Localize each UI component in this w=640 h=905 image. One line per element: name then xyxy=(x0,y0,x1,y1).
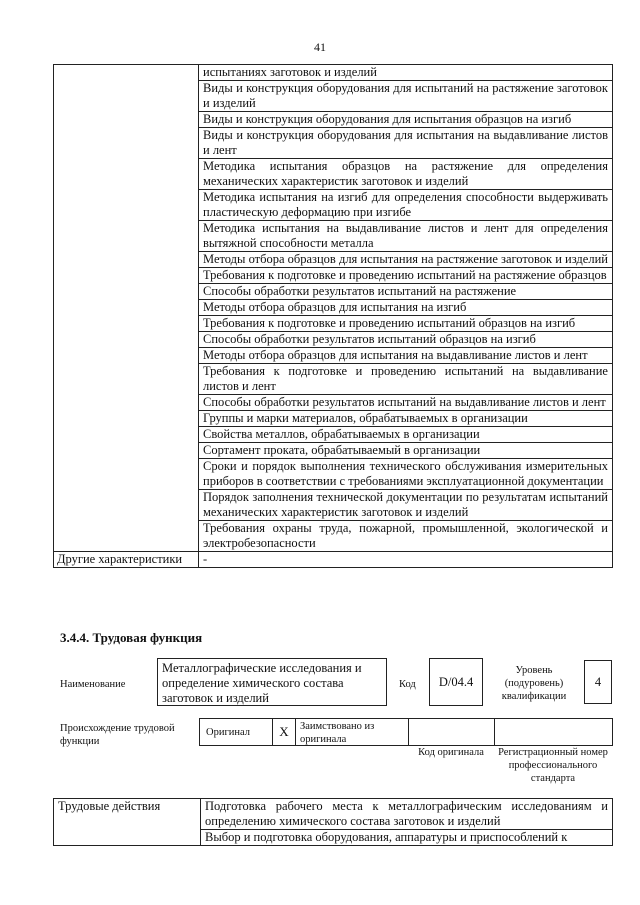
other-characteristics-label: Другие характеристики xyxy=(54,552,199,568)
characteristics-cell: Методика испытания образцов на растяжение для определения механических характеристик заготовок и изделий xyxy=(199,159,613,190)
characteristics-cell: Сроки и порядок выполнения технического обслуживания измерительных приборов в соответствии с требованиями эксплуатационной документации xyxy=(199,459,613,490)
function-name-box xyxy=(157,658,387,706)
level-label: Уровень (подуровень) квалификации xyxy=(501,665,567,702)
characteristics-cell: Требования к подготовке и проведению испытаний на растяжение образцов xyxy=(199,268,613,284)
characteristics-cell: Виды и конструкция оборудования для испытаний на растяжение заготовок и изделий xyxy=(199,81,613,112)
code-box xyxy=(429,658,483,706)
code-original-label: Код оригинала xyxy=(418,747,484,758)
characteristics-cell: испытаниях заготовок и изделий xyxy=(199,65,613,81)
reg-number-label: Регистрационный номер профессионального стандарта xyxy=(498,747,608,784)
characteristics-cell: Группы и марки материалов, обрабатываемых в организации xyxy=(199,411,613,427)
characteristics-cell: Методы отбора образцов для испытания на изгиб xyxy=(199,300,613,316)
characteristics-cell: Сортамент проката, обрабатываемый в организации xyxy=(199,443,613,459)
characteristics-cell: Виды и конструкция оборудования для испытания на выдавливание листов и лент xyxy=(199,128,613,159)
origin-label: Происхождение трудовой функции xyxy=(60,723,175,747)
origin-row xyxy=(199,718,613,746)
labor-action-row xyxy=(54,799,613,830)
original-label: Оригинал xyxy=(206,727,250,738)
original-mark: X xyxy=(272,719,296,745)
characteristics-cell: Методы отбора образцов для испытания на выдавливание листов и лент xyxy=(199,348,613,364)
code-label: Код xyxy=(399,679,416,690)
labor-actions-table xyxy=(53,798,613,846)
characteristics-cell: Методы отбора образцов для испытания на растяжение заготовок и изделий xyxy=(199,252,613,268)
labor-action-cell: Подготовка рабочего места к металлографическим исследованиям и определению химического состава заготовок и изделий xyxy=(201,799,613,830)
page-number: 41 xyxy=(314,40,326,54)
characteristics-cell: Свойства металлов, обрабатываемых в организации xyxy=(199,427,613,443)
characteristics-cell: Способы обработки результатов испытаний на выдавливание листов и лент xyxy=(199,395,613,411)
characteristics-cell: Способы обработки результатов испытаний на растяжение xyxy=(199,284,613,300)
characteristics-cell: Методика испытания на изгиб для определения способности выдерживать пластическую деформацию при изгибе xyxy=(199,190,613,221)
code-value: D/04.4 xyxy=(438,674,474,689)
labor-actions-label: Трудовые действия xyxy=(54,799,201,846)
characteristics-cell: Способы обработки результатов испытаний образцов на изгиб xyxy=(199,332,613,348)
characteristics-cell: Методика испытания на выдавливание листов и лент для определения вытяжной способности металла xyxy=(199,221,613,252)
characteristics-cell: Порядок заполнения технической документации по результатам испытаний механических характеристик заготовок и изделий xyxy=(199,490,613,521)
origin-divider xyxy=(408,719,409,745)
function-name-value: Металлографические исследования и определение химического состава заготовок и изделий xyxy=(162,661,362,705)
other-characteristics-row xyxy=(54,552,613,568)
characteristics-left-cell xyxy=(54,65,199,552)
characteristics-cell: Требования к подготовке и проведению испытаний на выдавливание листов и лент xyxy=(199,364,613,395)
borrowed-label: Заимствовано из оригинала xyxy=(300,721,375,745)
other-characteristics-value: - xyxy=(199,552,613,568)
characteristics-table xyxy=(53,64,613,568)
level-box xyxy=(584,660,612,704)
name-label: Наименование xyxy=(60,679,126,690)
labor-action-cell: Выбор и подготовка оборудования, аппаратуры и приспособлений к xyxy=(201,830,613,846)
characteristics-row xyxy=(54,65,613,81)
level-value: 4 xyxy=(594,674,602,689)
section-title: 3.4.4. Трудовая функция xyxy=(60,630,203,645)
characteristics-cell: Требования охраны труда, пожарной, промышленной, экологической и электробезопасности xyxy=(199,521,613,552)
characteristics-cell: Требования к подготовке и проведению испытаний образцов на изгиб xyxy=(199,316,613,332)
characteristics-cell: Виды и конструкция оборудования для испытания образцов на изгиб xyxy=(199,112,613,128)
origin-divider-2 xyxy=(494,719,495,745)
